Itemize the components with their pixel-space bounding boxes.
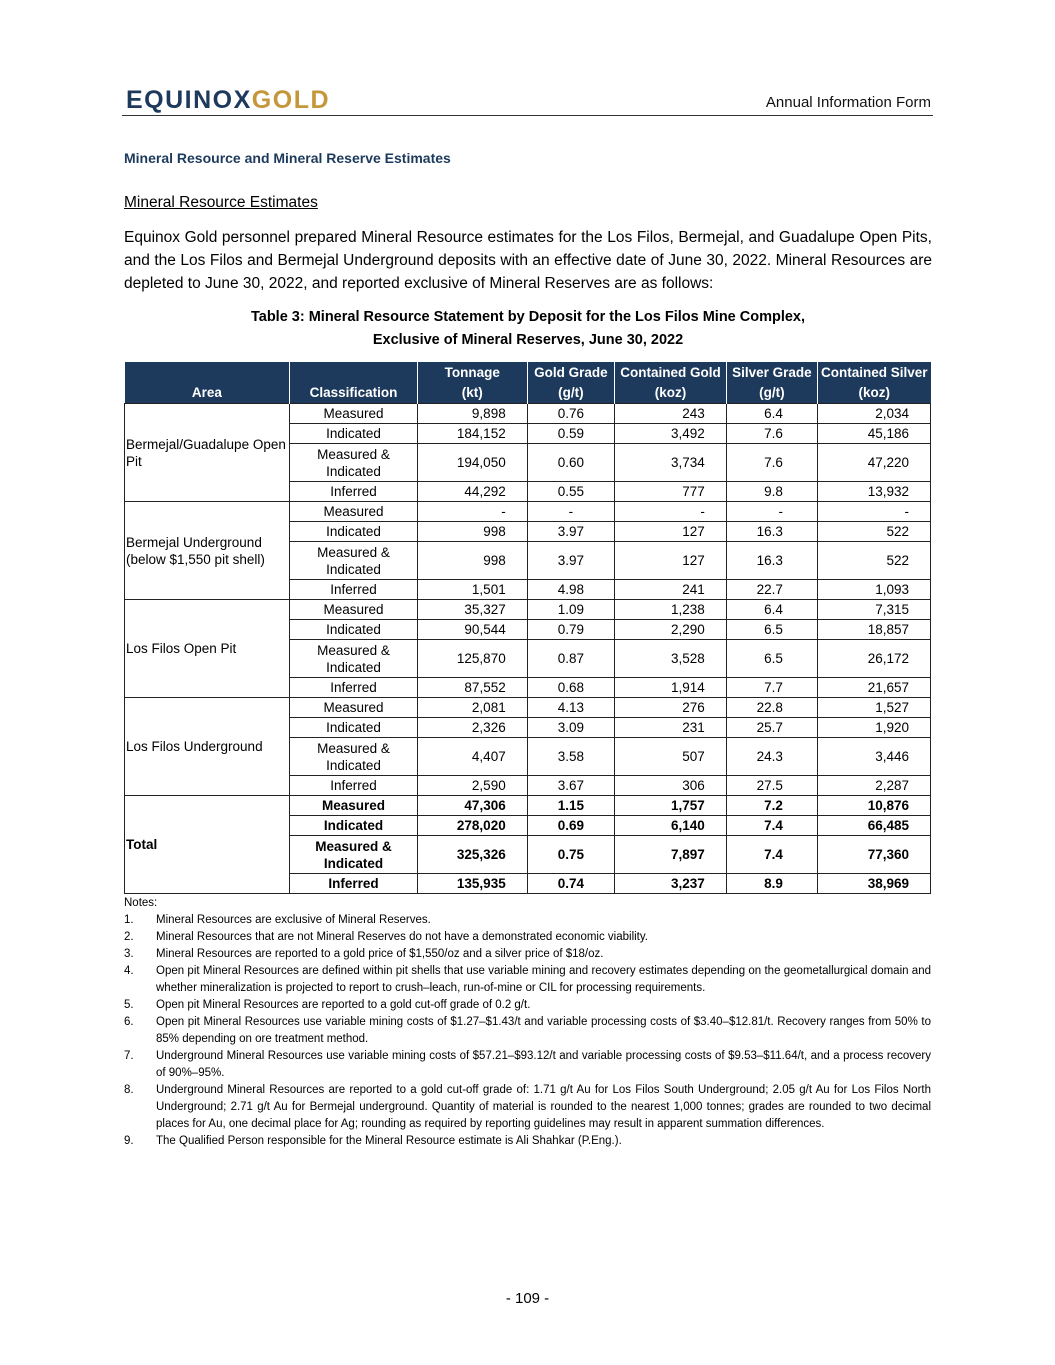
contained-gold-cell: 3,734 <box>615 444 727 482</box>
area-cell: Bermejal Underground (below $1,550 pit shell) <box>125 502 290 600</box>
header-line2: (koz) <box>654 385 687 400</box>
classification-cell: Measured & Indicated <box>290 836 418 874</box>
gold-grade-cell: 0.87 <box>527 640 614 678</box>
gold-grade-cell: 0.79 <box>527 620 614 640</box>
note-item <box>124 946 931 963</box>
column-header <box>125 362 290 404</box>
header-line1: Silver Grade <box>732 365 812 380</box>
contained-silver-cell: 13,932 <box>817 482 930 502</box>
page-number: - 109 - <box>505 1290 550 1307</box>
header-line2: (g/t) <box>759 385 785 400</box>
tonnage-cell: 184,152 <box>417 424 527 444</box>
header-line2: (kt) <box>461 385 483 400</box>
logo-text-equinox: EQUINOX <box>126 86 252 114</box>
note-text: The Qualified Person responsible for the Mineral Resource estimate is Ali Shahkar (P.Eng.). <box>156 1135 622 1147</box>
contained-gold-cell: 1,914 <box>615 678 727 698</box>
silver-grade-cell: - <box>726 502 817 522</box>
contained-gold-cell: 3,492 <box>615 424 727 444</box>
tonnage-cell: 125,870 <box>417 640 527 678</box>
gold-grade-cell: 3.09 <box>527 718 614 738</box>
silver-grade-cell: 7.4 <box>726 816 817 836</box>
company-logo <box>126 86 330 115</box>
contained-silver-cell: - <box>817 502 930 522</box>
classification-cell: Inferred <box>290 874 418 894</box>
silver-grade-cell: 22.7 <box>726 580 817 600</box>
gold-grade-cell: 1.15 <box>527 796 614 816</box>
tonnage-cell: 35,327 <box>417 600 527 620</box>
contained-gold-cell: 306 <box>615 776 727 796</box>
tonnage-cell: - <box>417 502 527 522</box>
column-header <box>817 362 930 404</box>
note-item <box>124 963 931 997</box>
classification-cell: Measured <box>290 404 418 424</box>
tonnage-cell: 194,050 <box>417 444 527 482</box>
note-item <box>124 1082 931 1133</box>
subheading: Mineral Resource Estimates <box>124 194 318 211</box>
resource-table <box>124 362 931 894</box>
note-text: Underground Mineral Resources use variable mining costs of $57.21–$93.12/t and variable processing costs of $9.53–$11.64/t, and a process recovery of 90%–95%. <box>156 1050 931 1079</box>
contained-gold-cell: 3,528 <box>615 640 727 678</box>
tonnage-cell: 2,590 <box>417 776 527 796</box>
note-number: 7. <box>124 1050 134 1062</box>
classification-cell: Indicated <box>290 424 418 444</box>
table-row <box>125 600 931 620</box>
column-header <box>527 362 614 404</box>
header-line2: Classification <box>309 385 398 400</box>
note-text: Open pit Mineral Resources use variable mining costs of $1.27–$1.43/t and variable processing costs of $3.40–$12.81/t. Recovery ranges from 50% to 85% depending on ore treatment method. <box>156 1016 931 1045</box>
contained-silver-cell: 1,093 <box>817 580 930 600</box>
tonnage-cell: 998 <box>417 522 527 542</box>
table-header-row <box>125 362 931 404</box>
classification-cell: Measured <box>290 796 418 816</box>
classification-cell: Measured <box>290 698 418 718</box>
contained-gold-cell: 243 <box>615 404 727 424</box>
silver-grade-cell: 7.6 <box>726 424 817 444</box>
gold-grade-cell: 0.75 <box>527 836 614 874</box>
header-line1: Gold Grade <box>534 365 608 380</box>
table-title-line2: Exclusive of Mineral Reserves, June 30, 2022 <box>372 332 684 348</box>
table-title <box>124 306 932 352</box>
note-item <box>124 912 931 929</box>
classification-cell: Indicated <box>290 718 418 738</box>
area-cell: Los Filos Open Pit <box>125 600 290 698</box>
contained-gold-cell: 507 <box>615 738 727 776</box>
contained-silver-cell: 21,657 <box>817 678 930 698</box>
note-text: Open pit Mineral Resources are defined within pit shells that use variable mining and recovery estimates depending on the geometallurgical domain and whether mineralization is projected to report to crush–leach, run-of-mine or CIL for processing requirements. <box>156 965 931 994</box>
silver-grade-cell: 16.3 <box>726 542 817 580</box>
gold-grade-cell: 3.67 <box>527 776 614 796</box>
note-item <box>124 997 931 1014</box>
gold-grade-cell: 4.98 <box>527 580 614 600</box>
contained-silver-cell: 1,920 <box>817 718 930 738</box>
tonnage-cell: 47,306 <box>417 796 527 816</box>
silver-grade-cell: 7.6 <box>726 444 817 482</box>
note-number: 4. <box>124 965 134 977</box>
gold-grade-cell: 0.76 <box>527 404 614 424</box>
tonnage-cell: 1,501 <box>417 580 527 600</box>
header-line1: Tonnage <box>444 365 500 380</box>
gold-grade-cell: 0.59 <box>527 424 614 444</box>
contained-gold-cell: 6,140 <box>615 816 727 836</box>
classification-cell: Inferred <box>290 776 418 796</box>
tonnage-cell: 998 <box>417 542 527 580</box>
area-cell: Total <box>125 796 290 894</box>
gold-grade-cell: - <box>527 502 614 522</box>
tonnage-cell: 325,326 <box>417 836 527 874</box>
tonnage-cell: 4,407 <box>417 738 527 776</box>
column-header <box>417 362 527 404</box>
note-text: Mineral Resources that are not Mineral Reserves do not have a demonstrated economic viability. <box>156 931 648 943</box>
contained-gold-cell: 127 <box>615 542 727 580</box>
contained-silver-cell: 77,360 <box>817 836 930 874</box>
contained-silver-cell: 3,446 <box>817 738 930 776</box>
table-row <box>125 698 931 718</box>
tonnage-cell: 87,552 <box>417 678 527 698</box>
note-item <box>124 929 931 946</box>
note-number: 9. <box>124 1135 134 1147</box>
classification-cell: Indicated <box>290 522 418 542</box>
classification-cell: Inferred <box>290 580 418 600</box>
contained-gold-cell: 241 <box>615 580 727 600</box>
gold-grade-cell: 3.97 <box>527 542 614 580</box>
notes-label: Notes: <box>124 897 158 909</box>
note-text: Underground Mineral Resources are reported to a gold cut-off grade of: 1.71 g/t Au for Los Filos South Underground; 2.05 g/t Au for Los Filos North Underground; 2.71 g/t Au for Bermejal underground. Quantity of material is rounded to the nearest 1,000 tonnes; grades are rounded to two decimal places for Au, one decimal place for Ag; rounding as required by reporting guidelines may result in apparent summation differences. <box>156 1084 931 1130</box>
notes <box>124 895 931 1150</box>
intro-paragraph: Equinox Gold personnel prepared Mineral Resource estimates for the Los Filos, Bermejal, and Guadalupe Open Pits, and the Los Filos and Bermejal Underground deposits with an effective date of June 30, 2022. Mineral Resources are depleted to June 30, 2022, and reported exclusive of Mineral Reserves are as follows: <box>124 229 932 292</box>
tonnage-cell: 2,326 <box>417 718 527 738</box>
note-text: Mineral Resources are exclusive of Mineral Reserves. <box>156 914 431 926</box>
gold-grade-cell: 0.74 <box>527 874 614 894</box>
contained-gold-cell: 1,757 <box>615 796 727 816</box>
area-cell: Bermejal/Guadalupe Open Pit <box>125 404 290 502</box>
silver-grade-cell: 8.9 <box>726 874 817 894</box>
silver-grade-cell: 27.5 <box>726 776 817 796</box>
contained-gold-cell: 777 <box>615 482 727 502</box>
area-cell: Los Filos Underground <box>125 698 290 796</box>
table-row <box>125 796 931 816</box>
contained-silver-cell: 26,172 <box>817 640 930 678</box>
tonnage-cell: 90,544 <box>417 620 527 640</box>
note-number: 2. <box>124 931 134 943</box>
tonnage-cell: 2,081 <box>417 698 527 718</box>
classification-cell: Inferred <box>290 678 418 698</box>
table-title-line1: Table 3: Mineral Resource Statement by Deposit for the Los Filos Mine Complex, <box>250 309 806 325</box>
header-line2: (g/t) <box>558 385 584 400</box>
contained-gold-cell: 1,238 <box>615 600 727 620</box>
gold-grade-cell: 1.09 <box>527 600 614 620</box>
classification-cell: Inferred <box>290 482 418 502</box>
silver-grade-cell: 6.4 <box>726 404 817 424</box>
header-line1: Contained Gold <box>620 365 721 380</box>
logo-text-gold: GOLD <box>251 86 331 114</box>
contained-gold-cell: 231 <box>615 718 727 738</box>
gold-grade-cell: 4.13 <box>527 698 614 718</box>
gold-grade-cell: 0.68 <box>527 678 614 698</box>
table-row <box>125 502 931 522</box>
classification-cell: Indicated <box>290 816 418 836</box>
contained-silver-cell: 1,527 <box>817 698 930 718</box>
gold-grade-cell: 3.97 <box>527 522 614 542</box>
contained-silver-cell: 45,186 <box>817 424 930 444</box>
header-line2: Area <box>191 385 222 400</box>
contained-silver-cell: 522 <box>817 542 930 580</box>
gold-grade-cell: 3.58 <box>527 738 614 776</box>
note-text: Open pit Mineral Resources are reported to a gold cut-off grade of 0.2 g/t. <box>156 999 531 1011</box>
contained-silver-cell: 66,485 <box>817 816 930 836</box>
silver-grade-cell: 7.2 <box>726 796 817 816</box>
silver-grade-cell: 7.7 <box>726 678 817 698</box>
note-number: 6. <box>124 1016 134 1028</box>
note-item <box>124 1048 931 1082</box>
note-item <box>124 1133 931 1150</box>
section-heading: Mineral Resource and Mineral Reserve Estimates <box>124 150 451 166</box>
contained-gold-cell: 2,290 <box>615 620 727 640</box>
note-text: Mineral Resources are reported to a gold price of $1,550/oz and a silver price of $18/oz. <box>156 948 604 960</box>
silver-grade-cell: 6.5 <box>726 620 817 640</box>
header-line2: (koz) <box>858 385 890 400</box>
silver-grade-cell: 9.8 <box>726 482 817 502</box>
tonnage-cell: 135,935 <box>417 874 527 894</box>
silver-grade-cell: 16.3 <box>726 522 817 542</box>
note-number: 3. <box>124 948 134 960</box>
gold-grade-cell: 0.55 <box>527 482 614 502</box>
contained-gold-cell: 3,237 <box>615 874 727 894</box>
contained-silver-cell: 2,034 <box>817 404 930 424</box>
contained-silver-cell: 38,969 <box>817 874 930 894</box>
contained-gold-cell: 7,897 <box>615 836 727 874</box>
column-header <box>726 362 817 404</box>
tonnage-cell: 278,020 <box>417 816 527 836</box>
note-number: 1. <box>124 914 134 926</box>
classification-cell: Measured & Indicated <box>290 542 418 580</box>
contained-silver-cell: 47,220 <box>817 444 930 482</box>
column-header <box>615 362 727 404</box>
gold-grade-cell: 0.69 <box>527 816 614 836</box>
contained-silver-cell: 7,315 <box>817 600 930 620</box>
document-title: Annual Information Form <box>765 94 931 111</box>
silver-grade-cell: 24.3 <box>726 738 817 776</box>
header-line1: Contained Silver <box>820 365 928 380</box>
column-header <box>290 362 418 404</box>
tonnage-cell: 44,292 <box>417 482 527 502</box>
note-item <box>124 1014 931 1048</box>
silver-grade-cell: 25.7 <box>726 718 817 738</box>
contained-silver-cell: 2,287 <box>817 776 930 796</box>
header-divider <box>122 115 933 116</box>
contained-gold-cell: 127 <box>615 522 727 542</box>
contained-silver-cell: 18,857 <box>817 620 930 640</box>
silver-grade-cell: 22.8 <box>726 698 817 718</box>
table-row <box>125 404 931 424</box>
classification-cell: Measured & Indicated <box>290 444 418 482</box>
classification-cell: Measured & Indicated <box>290 640 418 678</box>
contained-gold-cell: 276 <box>615 698 727 718</box>
classification-cell: Measured <box>290 600 418 620</box>
silver-grade-cell: 6.5 <box>726 640 817 678</box>
silver-grade-cell: 7.4 <box>726 836 817 874</box>
note-number: 8. <box>124 1084 134 1096</box>
silver-grade-cell: 6.4 <box>726 600 817 620</box>
classification-cell: Indicated <box>290 620 418 640</box>
note-number: 5. <box>124 999 134 1011</box>
classification-cell: Measured & Indicated <box>290 738 418 776</box>
classification-cell: Measured <box>290 502 418 522</box>
tonnage-cell: 9,898 <box>417 404 527 424</box>
contained-silver-cell: 10,876 <box>817 796 930 816</box>
contained-silver-cell: 522 <box>817 522 930 542</box>
contained-gold-cell: - <box>615 502 727 522</box>
gold-grade-cell: 0.60 <box>527 444 614 482</box>
